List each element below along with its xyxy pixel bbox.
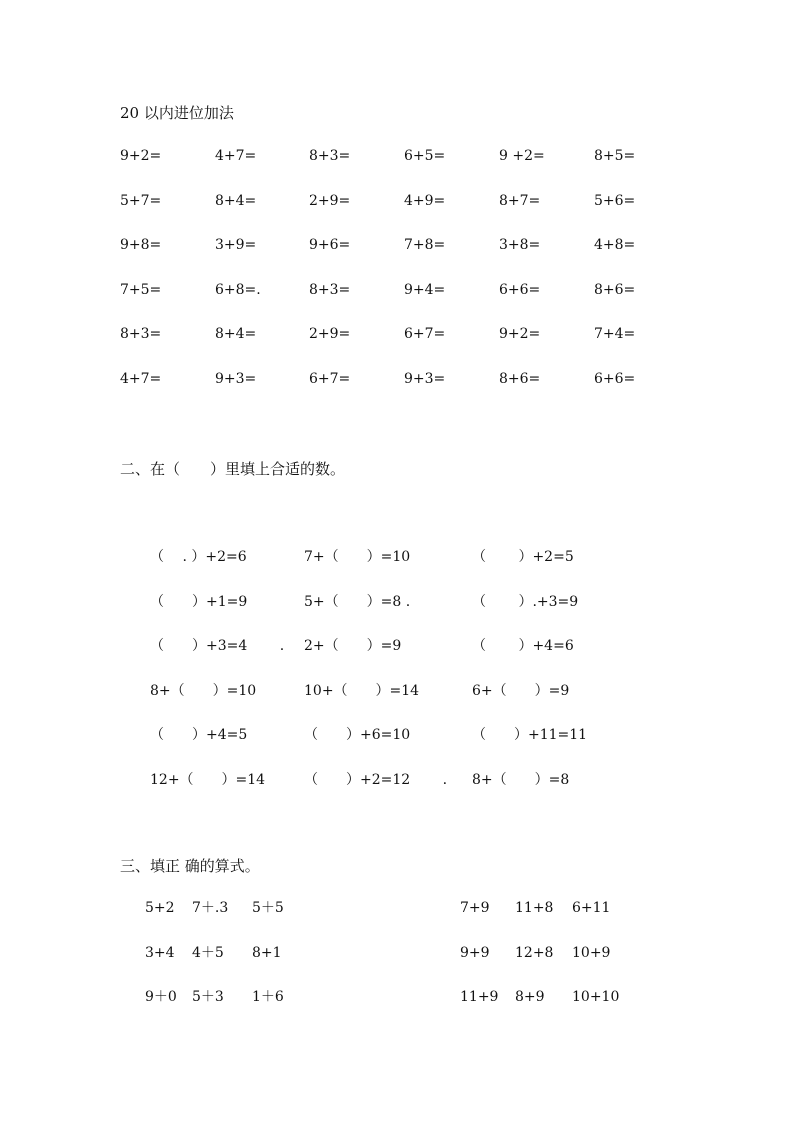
section2-title: 二、在（ ）里填上合适的数。 bbox=[120, 460, 346, 478]
fill-blank-item-r6-c3: 8+（ ）=8 bbox=[472, 772, 570, 788]
fill-blank-item-r3-c3: （ ）+4=6 bbox=[472, 638, 574, 655]
fill-blank-item-r6-c1: 12+（ ）=14 bbox=[150, 772, 266, 788]
addition-item-r4-c4: 9+4= bbox=[404, 281, 446, 298]
addition-item-r1-c1: 9+2= bbox=[120, 148, 162, 164]
expression-left-r1-c3: 5＋5 bbox=[252, 900, 284, 916]
addition-item-r4-c2: 6+8=. bbox=[215, 281, 261, 298]
expression-right-r3-c1: 11+9 bbox=[460, 989, 499, 1006]
expression-left-r2-c3: 8+1 bbox=[252, 944, 282, 961]
addition-item-r6-c1: 4+7= bbox=[120, 371, 162, 387]
addition-item-r2-c1: 5+7= bbox=[120, 192, 162, 209]
addition-item-r1-c6: 8+5= bbox=[594, 148, 636, 164]
addition-item-r3-c5: 3+8= bbox=[499, 237, 541, 254]
addition-item-r4-c6: 8+6= bbox=[594, 281, 636, 298]
addition-item-r6-c2: 9+3= bbox=[215, 371, 257, 387]
expression-right-r3-c2: 8+9 bbox=[515, 989, 545, 1006]
fill-blank-item-r4-c2: 10+（ ）=14 bbox=[304, 682, 420, 699]
addition-item-r4-c3: 8+3= bbox=[309, 281, 351, 298]
section1-title: 20 以内进位加法 bbox=[120, 104, 234, 122]
addition-item-r3-c1: 9+8= bbox=[120, 237, 162, 254]
expression-right-r2-c3: 10+9 bbox=[572, 944, 611, 961]
fill-blank-item-r4-c1: 8+（ ）=10 bbox=[150, 682, 257, 699]
expression-right-r1-c3: 6+11 bbox=[572, 900, 611, 916]
addition-item-r2-c3: 2+9= bbox=[309, 192, 351, 209]
expression-left-r3-c2: 5＋3 bbox=[192, 989, 224, 1006]
fill-blank-item-r6-c2: （ ）+2=12 . bbox=[304, 772, 448, 788]
section3-title: 三、填正 确的算式。 bbox=[120, 857, 260, 875]
expression-right-r2-c1: 9+9 bbox=[460, 944, 490, 961]
addition-item-r6-c3: 6+7= bbox=[309, 371, 351, 387]
expression-left-r1-c2: 7＋.3 bbox=[192, 900, 229, 916]
expression-left-r2-c1: 3+4 bbox=[145, 944, 175, 961]
addition-item-r5-c5: 9+2= bbox=[499, 326, 541, 343]
addition-item-r5-c1: 8+3= bbox=[120, 326, 162, 343]
addition-item-r1-c4: 6+5= bbox=[404, 148, 446, 164]
fill-blank-item-r1-c3: （ ）+2=5 bbox=[472, 549, 574, 565]
addition-item-r5-c6: 7+4= bbox=[594, 326, 636, 343]
addition-item-r5-c4: 6+7= bbox=[404, 326, 446, 343]
fill-blank-item-r2-c3: （ ）.+3=9 bbox=[472, 593, 579, 610]
addition-item-r3-c6: 4+8= bbox=[594, 237, 636, 254]
expression-right-r1-c2: 11+8 bbox=[515, 900, 554, 916]
addition-item-r3-c3: 9+6= bbox=[309, 237, 351, 254]
expression-left-r3-c3: 1＋6 bbox=[252, 989, 284, 1006]
fill-blank-item-r3-c2: 2+（ ）=9 bbox=[304, 638, 402, 655]
addition-item-r2-c6: 5+6= bbox=[594, 192, 636, 209]
fill-blank-item-r5-c2: （ ）+6=10 bbox=[304, 727, 411, 744]
addition-item-r3-c2: 3+9= bbox=[215, 237, 257, 254]
fill-blank-item-r5-c1: （ ）+4=5 bbox=[150, 727, 248, 744]
addition-item-r1-c2: 4+7= bbox=[215, 148, 257, 164]
addition-item-r6-c4: 9+3= bbox=[404, 371, 446, 387]
addition-item-r5-c2: 8+4= bbox=[215, 326, 257, 343]
expression-left-r3-c1: 9＋0 bbox=[145, 989, 177, 1006]
fill-blank-item-r1-c2: 7+（ ）=10 bbox=[304, 549, 411, 565]
addition-item-r2-c2: 8+4= bbox=[215, 192, 257, 209]
addition-item-r6-c5: 8+6= bbox=[499, 371, 541, 387]
fill-blank-item-r3-c1: （ ）+3=4 . bbox=[150, 638, 285, 655]
fill-blank-item-r4-c3: 6+（ ）=9 bbox=[472, 682, 570, 699]
addition-item-r2-c5: 8+7= bbox=[499, 192, 541, 209]
expression-left-r2-c2: 4＋5 bbox=[192, 944, 224, 961]
addition-item-r4-c5: 6+6= bbox=[499, 281, 541, 298]
fill-blank-item-r5-c3: （ ）+11=11 bbox=[472, 727, 588, 744]
expression-right-r2-c2: 12+8 bbox=[515, 944, 554, 961]
addition-item-r6-c6: 6+6= bbox=[594, 371, 636, 387]
addition-item-r1-c5: 9 +2= bbox=[499, 148, 545, 164]
addition-item-r5-c3: 2+9= bbox=[309, 326, 351, 343]
addition-item-r2-c4: 4+9= bbox=[404, 192, 446, 209]
fill-blank-item-r2-c1: （ ）+1=9 bbox=[150, 593, 248, 610]
fill-blank-item-r1-c1: （ . ）+2=6 bbox=[150, 549, 247, 565]
expression-right-r1-c1: 7+9 bbox=[460, 900, 490, 916]
fill-blank-item-r2-c2: 5+（ ）=8 . bbox=[304, 593, 411, 610]
addition-item-r1-c3: 8+3= bbox=[309, 148, 351, 164]
addition-item-r4-c1: 7+5= bbox=[120, 281, 162, 298]
expression-right-r3-c3: 10+10 bbox=[572, 989, 620, 1006]
expression-left-r1-c1: 5+2 bbox=[145, 900, 175, 916]
addition-item-r3-c4: 7+8= bbox=[404, 237, 446, 254]
